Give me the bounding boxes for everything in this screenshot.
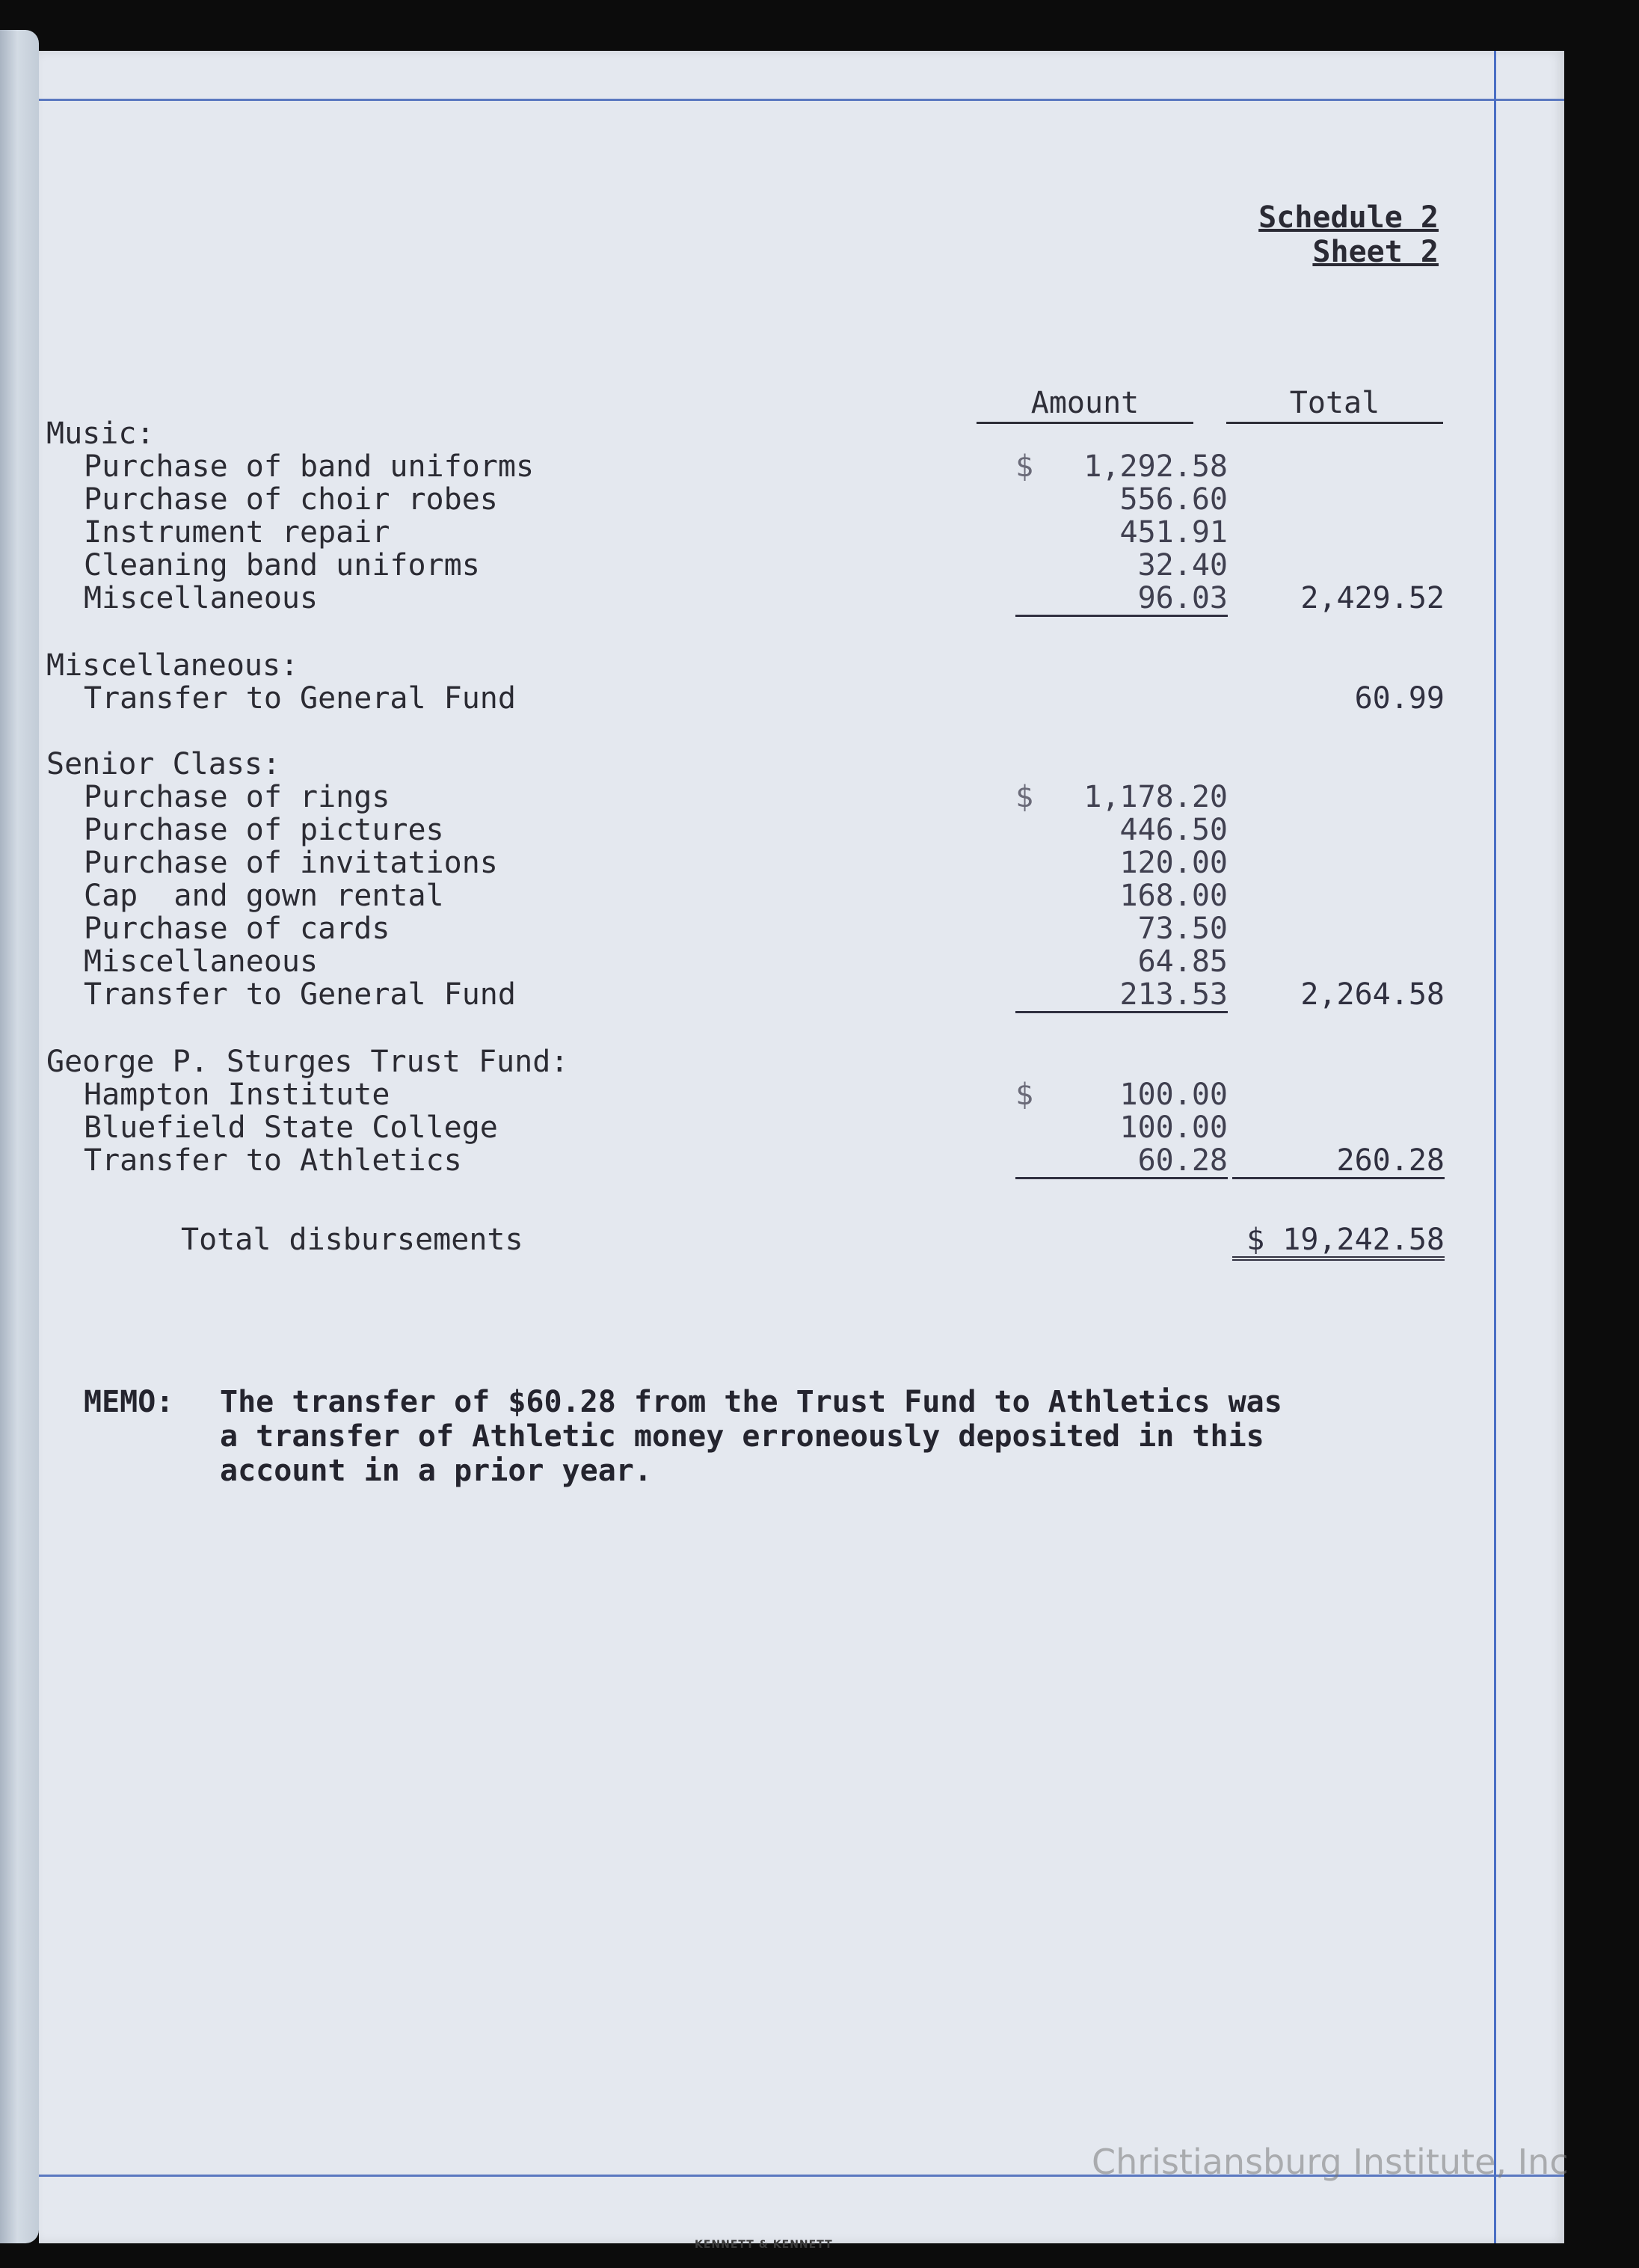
section-total: 260.28: [1232, 1144, 1445, 1179]
row-amount: 96.03: [1015, 582, 1228, 617]
row-amount: 100.00: [1119, 1110, 1228, 1145]
row-amount: 100.00: [1119, 1078, 1228, 1112]
row-label: Cleaning band uniforms: [84, 548, 480, 583]
ledger-row: [84, 879, 1489, 912]
section-total: 60.99: [1354, 681, 1445, 716]
ledger-row: [84, 1144, 1489, 1177]
row-amount: 446.50: [1119, 813, 1228, 847]
row-amount: 1,178.20: [1083, 780, 1228, 814]
section-title-senior-class: Senior Class:: [46, 747, 281, 781]
row-amount: 32.40: [1137, 548, 1228, 583]
row-label: Transfer to Athletics: [84, 1143, 462, 1178]
row-label: Purchase of rings: [84, 780, 390, 814]
row-amount: 451.91: [1119, 515, 1228, 550]
printer-imprint: KENNETT & KENNETT: [695, 2239, 833, 2251]
ledger-row: [84, 516, 1489, 549]
row-label: Miscellaneous: [84, 944, 319, 979]
row-label: Purchase of invitations: [84, 846, 498, 880]
row-label: Purchase of cards: [84, 912, 390, 946]
grand-total-label: Total disbursements: [181, 1223, 523, 1257]
ledger-row: [84, 781, 1489, 814]
row-label: Transfer to General Fund: [84, 681, 516, 716]
grand-total-value: $ 19,242.58: [1232, 1223, 1445, 1261]
row-amount: 120.00: [1119, 846, 1228, 880]
dollar-sign: $: [1015, 449, 1034, 484]
row-label: Transfer to General Fund: [84, 977, 516, 1012]
watermark: Christiansburg Institute, Inc: [1092, 2142, 1569, 2182]
ledger-row: [84, 978, 1489, 1011]
row-amount: 60.28: [1015, 1144, 1228, 1179]
ledger-row: [84, 1111, 1489, 1144]
ledger-row: [84, 549, 1489, 582]
row-amount: 556.60: [1119, 482, 1228, 517]
row-amount: 1,292.58: [1083, 449, 1228, 484]
ledger-row: [84, 483, 1489, 516]
dollar-sign: $: [1015, 780, 1034, 814]
memo-label: MEMO:: [84, 1385, 174, 1419]
grand-total-row: [84, 1223, 1489, 1256]
memo-text: The transfer of $60.28 from the Trust Fund to Athletics was a transfer of Athletic money erroneously deposited in this account in a prior year.: [220, 1385, 1282, 1488]
row-amount: 168.00: [1119, 879, 1228, 913]
ledger-row: [84, 450, 1489, 483]
ledger-row: [84, 1078, 1489, 1111]
row-label: Bluefield State College: [84, 1110, 498, 1145]
sheet-label: Sheet 2: [1312, 235, 1439, 269]
row-label: Purchase of pictures: [84, 813, 444, 847]
ledger-row: [84, 945, 1489, 978]
row-label: Hampton Institute: [84, 1078, 390, 1112]
ledger-row: [84, 846, 1489, 879]
binder-edge: [0, 30, 39, 2243]
dollar-sign: $: [1015, 1078, 1034, 1112]
section-total: 2,264.58: [1300, 977, 1445, 1012]
section-title-sturges-trust-fund: George P. Sturges Trust Fund:: [46, 1045, 569, 1079]
ledger-row: [84, 582, 1489, 615]
row-label: Purchase of choir robes: [84, 482, 498, 517]
section-title-miscellaneous: Miscellaneous:: [46, 648, 299, 683]
row-label: Purchase of band uniforms: [84, 449, 535, 484]
ledger-row: [84, 682, 1489, 715]
schedule-label: Schedule 2: [1258, 200, 1439, 235]
section-total: 2,429.52: [1300, 581, 1445, 615]
ledger-row: [84, 814, 1489, 846]
schedule-heading: [1258, 200, 1439, 269]
section-title-music: Music:: [46, 417, 155, 451]
right-margin-rule: [1494, 51, 1496, 2243]
row-label: Cap and gown rental: [84, 879, 444, 913]
ledger-row: [84, 912, 1489, 945]
row-label: Instrument repair: [84, 515, 390, 550]
row-label: Miscellaneous: [84, 581, 319, 615]
row-amount: 213.53: [1015, 978, 1228, 1013]
ledger-sheet: [39, 51, 1564, 2251]
total-column-header: Total: [1226, 386, 1443, 424]
top-rule: [39, 99, 1564, 101]
row-amount: 64.85: [1137, 944, 1228, 979]
amount-column-header: Amount: [977, 386, 1193, 424]
row-amount: 73.50: [1137, 912, 1228, 946]
